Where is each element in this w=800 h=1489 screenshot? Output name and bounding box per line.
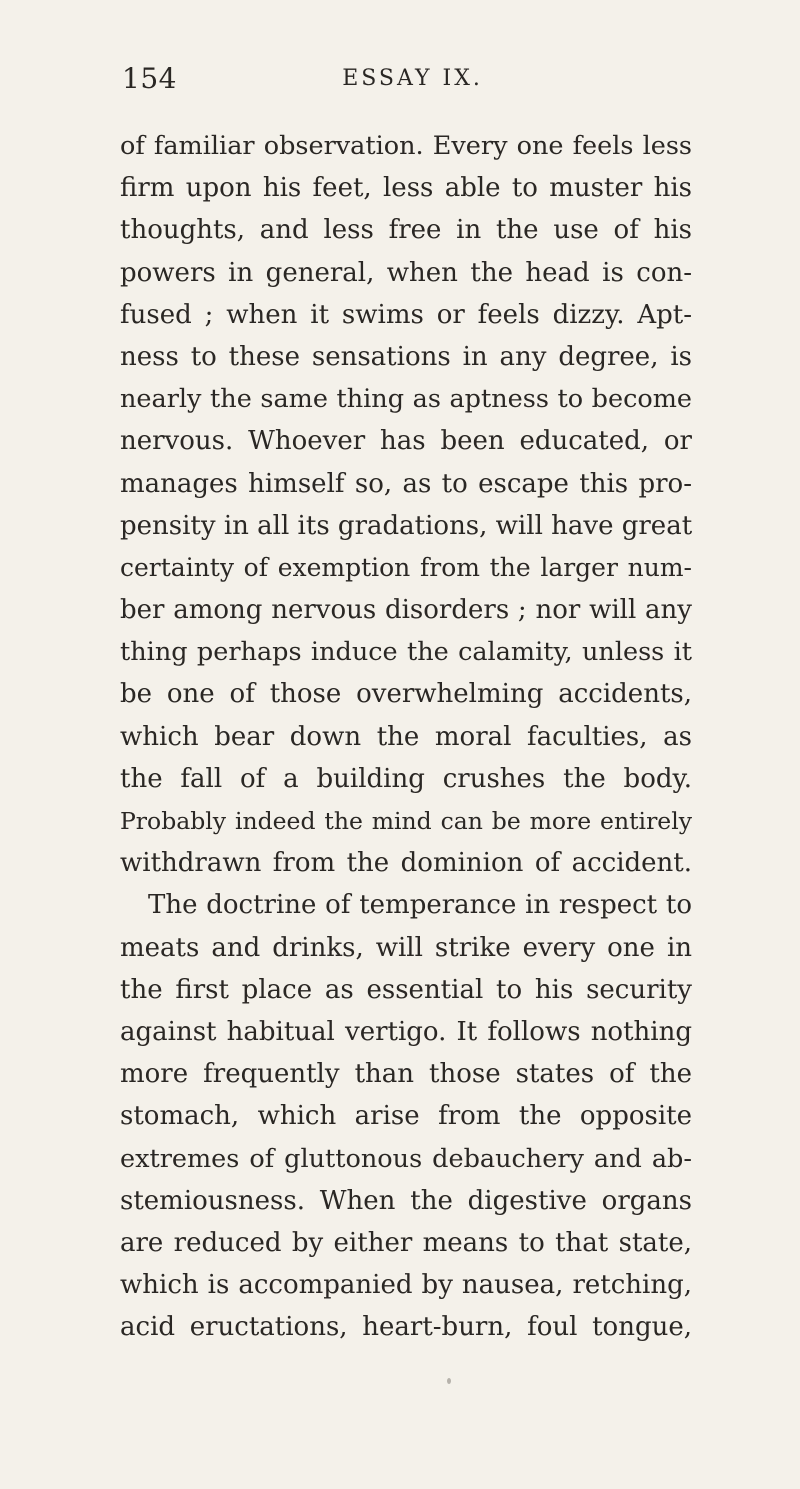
text-line: Probably indeed the mind can be more entirely bbox=[120, 807, 692, 835]
page-number: 154 bbox=[122, 62, 177, 95]
text-line: which is accompanied by nausea, retching, bbox=[120, 1270, 692, 1301]
text-line: stomach, which arise from the opposite bbox=[120, 1101, 692, 1132]
text-line: acid eructations, heart-burn, foul tongue, bbox=[120, 1312, 692, 1343]
text-line: against habitual vertigo. It follows nothing bbox=[120, 1016, 692, 1047]
text-line: the fall of a building crushes the body. bbox=[120, 763, 692, 794]
text-line: manages himself so, as to escape this pro- bbox=[120, 468, 692, 499]
text-line: withdrawn from the dominion of accident. bbox=[120, 848, 692, 879]
text-line: thoughts, and less free in the use of his bbox=[120, 215, 692, 246]
text-line: ness to these sensations in any degree, is bbox=[120, 341, 692, 372]
text-line: nervous. Whoever has been educated, or bbox=[120, 426, 692, 457]
text-line: stemiousness. When the digestive organs bbox=[120, 1185, 692, 1216]
text-line: are reduced by either means to that state, bbox=[120, 1227, 692, 1258]
body-text bbox=[120, 125, 692, 1348]
running-head bbox=[122, 62, 689, 102]
text-line: the first place as essential to his security bbox=[120, 974, 692, 1005]
text-line: certainty of exemption from the larger num- bbox=[120, 552, 692, 582]
text-line: pensity in all its gradations, will have great bbox=[120, 510, 693, 541]
section-title: ESSAY IX. bbox=[342, 66, 483, 91]
text-line: thing perhaps induce the calamity, unless it bbox=[120, 637, 692, 668]
text-line: powers in general, when the head is con- bbox=[120, 257, 692, 288]
ink-speck bbox=[447, 1378, 451, 1384]
text-line: fused ; when it swims or feels dizzy. Apt- bbox=[120, 299, 692, 330]
text-line: nearly the same thing as aptness to become bbox=[120, 384, 692, 415]
text-line: ber among nervous disorders ; nor will any bbox=[120, 595, 692, 626]
text-line: firm upon his feet, less able to muster his bbox=[120, 173, 692, 204]
text-line: extremes of gluttonous debauchery and ab- bbox=[120, 1143, 692, 1174]
text-line: be one of those overwhelming accidents, bbox=[120, 679, 692, 710]
text-line: more frequently than those states of the bbox=[120, 1059, 692, 1090]
paragraph-start-line: The doctrine of temperance in respect to bbox=[148, 890, 692, 921]
text-line: of familiar observation. Every one feels less bbox=[120, 131, 692, 161]
text-line: which bear down the moral faculties, as bbox=[120, 721, 692, 752]
text-line: meats and drinks, will strike every one in bbox=[120, 932, 692, 963]
